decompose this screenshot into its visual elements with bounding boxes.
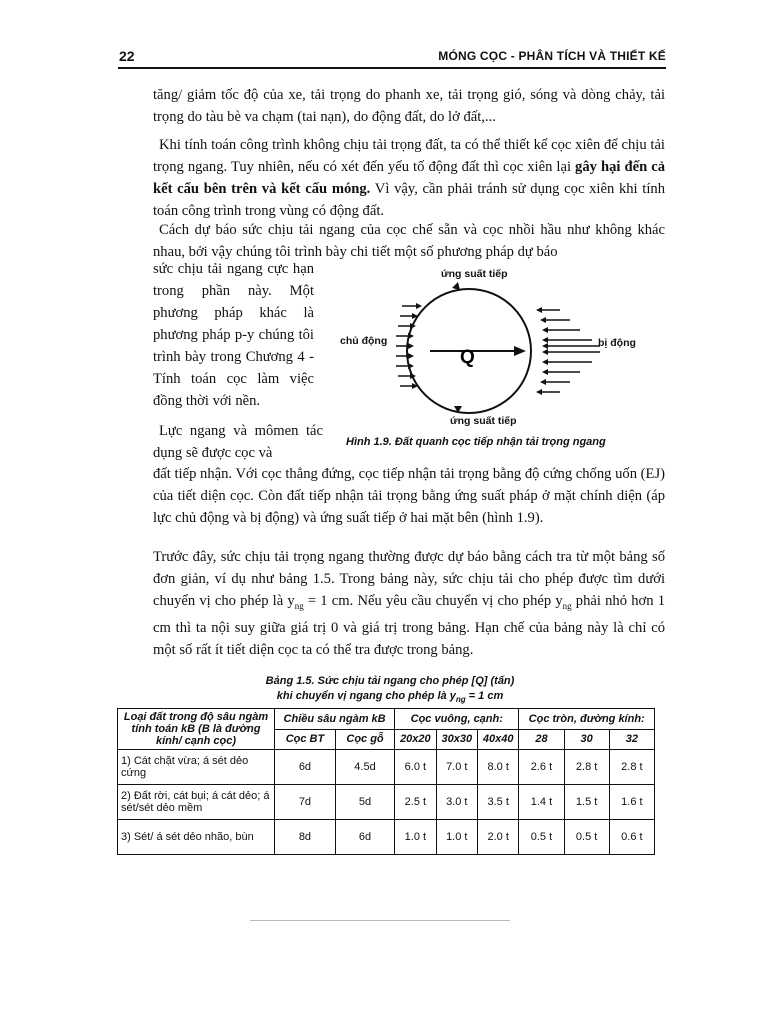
bearing-capacity-table xyxy=(117,708,655,855)
load-label-q: Q xyxy=(460,347,475,368)
table-cell: 8.0 t xyxy=(477,750,518,785)
paragraph-4: đất tiếp nhận. Với cọc thẳng đứng, cọc tiếp nhận tải trọng bằng độ cứng chống uốn (EJ) của tiết diện cọc. Còn đất tiếp nhận tải trọng bằng ứng suất pháp ở mặt chính diện (áp lực chủ động và bị động) và ứng suất tiếp ở hai mặt bên (hình 1.9). xyxy=(153,466,665,526)
paragraph-1: tăng/ giảm tốc độ của xe, tải trọng do phanh xe, tải trọng gió, sóng và dòng chảy, tải trọng do tàu bè va chạm (tai nạn), do động đất, do lở đất,... xyxy=(153,87,665,125)
paragraph-2-bold: gây hại đến cả kết cấu bên trên và kết cấu móng. xyxy=(153,159,665,197)
header-depth: Chiều sâu ngàm kB xyxy=(275,709,395,730)
label-active: chủ động xyxy=(340,335,388,347)
table-row xyxy=(118,785,655,820)
figure-caption: Hình 1.9. Đất quanh cọc tiếp nhận tải trọng ngang xyxy=(346,436,606,448)
load-arrow-head xyxy=(514,346,526,356)
table-cell: 2.6 t xyxy=(519,750,564,785)
sub-header: Cọc BT xyxy=(275,729,336,750)
sub-header: 32 xyxy=(609,729,654,750)
table-header-row-1 xyxy=(118,709,655,730)
paragraph-2-text-a: Khi tính toán công trình không chịu tải trọng đất, ta có thể thiết kế cọc xiên để chịu tải trọng ngang. Tuy nhiên, nếu có xét đến yếu tố động đất thì cọc xiên lại xyxy=(153,137,665,175)
figure-soil-around-pile xyxy=(330,260,670,440)
table-cell: 1.4 t xyxy=(519,785,564,820)
paragraph-3: Cách dự báo sức chịu tải ngang của cọc chế sẵn và cọc nhồi hầu như không khác nhau, bởi vậy chúng tôi trình bày chi tiết một số phương pháp dự báo xyxy=(153,222,665,260)
label-shear-bottom: ứng suất tiếp xyxy=(450,415,517,427)
table-cell: 5d xyxy=(335,785,394,820)
shear-arrow-top xyxy=(452,282,460,290)
header-soil: Loại đất trong độ sâu ngàm tính toán kB (B là đường kính/ cạnh cọc) xyxy=(118,709,275,750)
table-caption-pre: khi chuyển vị ngang cho phép là y xyxy=(276,690,456,702)
paragraph-4-wrap: Lực ngang và mômen tác dụng sẽ được cọc và xyxy=(153,423,323,461)
table-cell: 0.6 t xyxy=(609,820,654,855)
table-cell: 7d xyxy=(275,785,336,820)
table-caption-post: = 1 cm xyxy=(465,690,504,702)
sub-header: 30 xyxy=(564,729,609,750)
table-cell: 1.0 t xyxy=(395,820,436,855)
table-cell: 1.0 t xyxy=(436,820,477,855)
soil-cell: 3) Sét/ á sét dẻo nhão, bùn xyxy=(118,820,275,855)
header-square: Cọc vuông, cạnh: xyxy=(395,709,519,730)
table-caption-sub: ng xyxy=(455,695,466,705)
running-title: MÓNG CỌC - PHÂN TÍCH VÀ THIẾT KẾ xyxy=(438,49,666,63)
table-cell: 1.6 t xyxy=(609,785,654,820)
table-cell: 6d xyxy=(275,750,336,785)
table-cell: 2.5 t xyxy=(395,785,436,820)
table-cell: 2.0 t xyxy=(477,820,518,855)
page-number: 22 xyxy=(119,48,135,64)
sub-header: 20x20 xyxy=(395,729,436,750)
table-row xyxy=(118,820,655,855)
paragraph-5-a: Trước đây, sức chịu tải trọng ngang thường được dự báo bằng cách tra từ một bảng số đơn giản, ví dụ như bảng 1.5. Trong bảng này, sức chịu tải cho phép được tìm dưới chuyển vị cho phép là y xyxy=(153,549,665,609)
table-cell: 6d xyxy=(335,820,394,855)
table-cell: 7.0 t xyxy=(436,750,477,785)
table-row xyxy=(118,750,655,785)
table-cell: 2.8 t xyxy=(564,750,609,785)
table-cell: 3.0 t xyxy=(436,785,477,820)
paragraph-5-b: = 1 cm. Nếu yêu cầu chuyển vị cho phép y xyxy=(303,593,563,609)
paragraph-5 xyxy=(153,546,665,661)
table-caption-line-2 xyxy=(200,690,580,704)
table-cell: 8d xyxy=(275,820,336,855)
table-cell: 2.8 t xyxy=(609,750,654,785)
passive-pressure-lines xyxy=(540,310,600,392)
header-round: Cọc tròn, đường kính: xyxy=(519,709,655,730)
paragraph-5-c: phải nhỏ hơn 1 cm thì ta nội suy giữa giá trị 0 và giá trị trong bảng. Hạn chế của bảng này là chỉ có một số rất ít tiết diện cọc ta có thể tra được trong bảng. xyxy=(153,593,665,658)
table-cell: 0.5 t xyxy=(519,820,564,855)
soil-cell: 1) Cát chặt vừa; á sét dẻo cứng xyxy=(118,750,275,785)
table-cell: 1.5 t xyxy=(564,785,609,820)
paragraph-2 xyxy=(153,134,665,222)
table-cell: 0.5 t xyxy=(564,820,609,855)
label-shear-top: ứng suất tiếp xyxy=(441,268,508,280)
table-cell: 6.0 t xyxy=(395,750,436,785)
subscript-ng: ng xyxy=(294,600,304,611)
label-passive: bị động xyxy=(598,337,636,349)
sub-header: 40x40 xyxy=(477,729,518,750)
sub-header: 28 xyxy=(519,729,564,750)
table-cell: 4.5d xyxy=(335,750,394,785)
sub-header: Cọc gỗ xyxy=(335,729,394,750)
subscript-ng-2: ng xyxy=(562,600,572,611)
sub-header: 30x30 xyxy=(436,729,477,750)
active-pressure-arrows xyxy=(396,306,418,386)
paragraph-2-text-b: Vì vậy, cần phải tránh sử dụng cọc xiên khi tính toán công trình trong vùng có động đất. xyxy=(153,181,666,219)
table-caption-line-1: Bảng 1.5. Sức chịu tải ngang cho phép [Q] (tấn) xyxy=(265,675,515,687)
soil-cell: 2) Đất rời, cát bụi; á cát dẻo; á sét/sét dẻo mềm xyxy=(118,785,275,820)
paragraph-3-wrap: sức chịu tải ngang cực hạn trong phần này. Một phương pháp khác là phương pháp p-y chúng tôi trình bày trong Chương 4 - Tính toán cọc làm việc đồng thời với nền. xyxy=(153,261,314,409)
bottom-divider xyxy=(250,920,510,921)
header-rule xyxy=(118,67,666,69)
table-cell: 3.5 t xyxy=(477,785,518,820)
